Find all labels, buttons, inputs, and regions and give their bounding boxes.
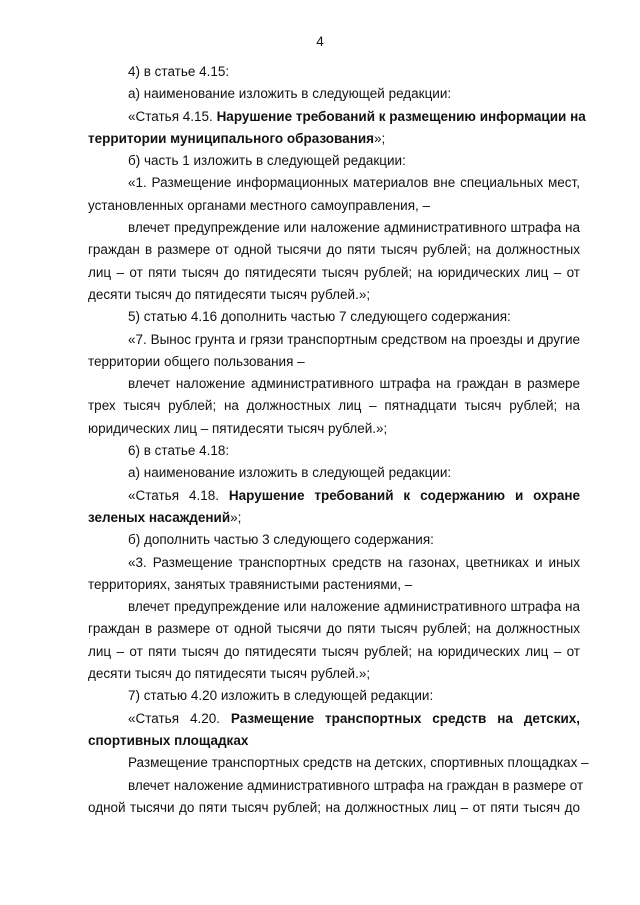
text-span: граждан в размере от одной тысячи до пяти тысяч рублей; на должностных [88, 242, 580, 258]
text-line [88, 663, 580, 685]
text-span: влечет предупреждение или наложение административного штрафа на [128, 220, 580, 236]
text-line [88, 752, 589, 774]
text-line [88, 485, 580, 507]
text-span: 7) статью 4.20 изложить в следующей редакции: [128, 688, 434, 704]
text-span: б) часть 1 изложить в следующей редакции: [128, 153, 406, 169]
text-span: »; [230, 509, 242, 525]
page-number: 4 [316, 34, 324, 49]
text-line [88, 61, 580, 83]
text-span: Размещение транспортных средств на детских, спортивных площадках – [128, 755, 589, 771]
bold-text: спортивных площадках [88, 732, 249, 748]
text-line [88, 462, 580, 484]
text-span: влечет наложение административного штрафа на граждан в размере от [128, 777, 584, 793]
text-line [88, 641, 580, 663]
text-line [88, 172, 580, 194]
text-line [88, 373, 580, 395]
text-line [88, 529, 580, 551]
text-line [88, 708, 580, 730]
text-span: десяти тысяч до пятидесяти тысяч рублей.»; [88, 666, 371, 682]
text-line [88, 395, 580, 417]
text-line [88, 150, 580, 172]
document-body [88, 61, 589, 819]
text-span: одной тысячи до пяти тысяч рублей; на должностных лиц – от пяти тысяч до [88, 799, 580, 815]
text-span: территории общего пользования – [88, 353, 305, 369]
text-span: влечет наложение административного штрафа на граждан в размере [128, 376, 580, 392]
text-line [88, 685, 580, 707]
text-span: «3. Размещение транспортных средств на газонах, цветниках и иных [128, 554, 580, 570]
text-line [88, 106, 586, 128]
text-line [88, 83, 580, 105]
text-span: «7. Вынос грунта и грязи транспортным средством на проезды и другие [128, 331, 580, 347]
bold-text: Размещение транспортных средств на детских, [230, 710, 581, 726]
text-line [88, 217, 580, 239]
text-line [88, 284, 580, 306]
text-line [88, 195, 580, 217]
text-span: юридических лиц – пятидесяти тысяч рублей.»; [88, 420, 388, 436]
text-line [88, 418, 580, 440]
text-line [88, 306, 580, 328]
text-span: б) дополнить частью 3 следующего содержания: [128, 532, 434, 548]
text-line [88, 574, 580, 596]
text-span: «Статья 4.20. [128, 710, 231, 726]
text-line [88, 618, 580, 640]
text-span: территориях, занятых травянистыми растениями, – [88, 576, 413, 592]
text-line [88, 239, 580, 261]
bold-text: территории муниципального образования [88, 130, 375, 146]
text-span: десяти тысяч до пятидесяти тысяч рублей.»; [88, 286, 371, 302]
bold-text: Нарушение требований к содержанию и охране [228, 487, 580, 503]
text-line [88, 797, 580, 819]
text-line [88, 730, 580, 752]
bold-text: зеленых насаждений [88, 509, 231, 525]
text-span: «Статья 4.15. [128, 108, 217, 124]
text-span: «1. Размещение информационных материалов вне специальных мест, [128, 175, 580, 191]
text-span: а) наименование изложить в следующей редакции: [128, 86, 452, 102]
text-span: 4) в статье 4.15: [128, 64, 230, 79]
text-span: »; [374, 130, 386, 146]
text-span: 5) статью 4.16 дополнить частью 7 следующего содержания: [128, 309, 511, 325]
text-line [88, 440, 580, 462]
text-span: влечет предупреждение или наложение административного штрафа на [128, 599, 580, 615]
text-span: граждан в размере от одной тысячи до пяти тысяч рублей; на должностных [88, 621, 580, 637]
text-span: лиц – от пяти тысяч до пятидесяти тысяч рублей; на юридических лиц – от [88, 643, 580, 659]
text-line [88, 775, 584, 797]
text-line [88, 552, 580, 574]
text-line [88, 351, 580, 373]
bold-text: Нарушение требований к размещению информации на [216, 108, 586, 124]
text-line [88, 262, 580, 284]
text-line [88, 596, 580, 618]
text-span: трех тысяч рублей; на должностных лиц – пятнадцати тысяч рублей; на [88, 398, 580, 414]
text-span: «Статья 4.18. [128, 487, 229, 503]
text-span: установленных органами местного самоуправления, – [88, 197, 431, 213]
text-line [88, 128, 580, 150]
text-span: 6) в статье 4.18: [128, 443, 230, 459]
text-span: а) наименование изложить в следующей редакции: [128, 465, 452, 481]
text-line [88, 507, 580, 529]
text-span: лиц – от пяти тысяч до пятидесяти тысяч рублей; на юридических лиц – от [88, 264, 580, 280]
text-line [88, 329, 580, 351]
